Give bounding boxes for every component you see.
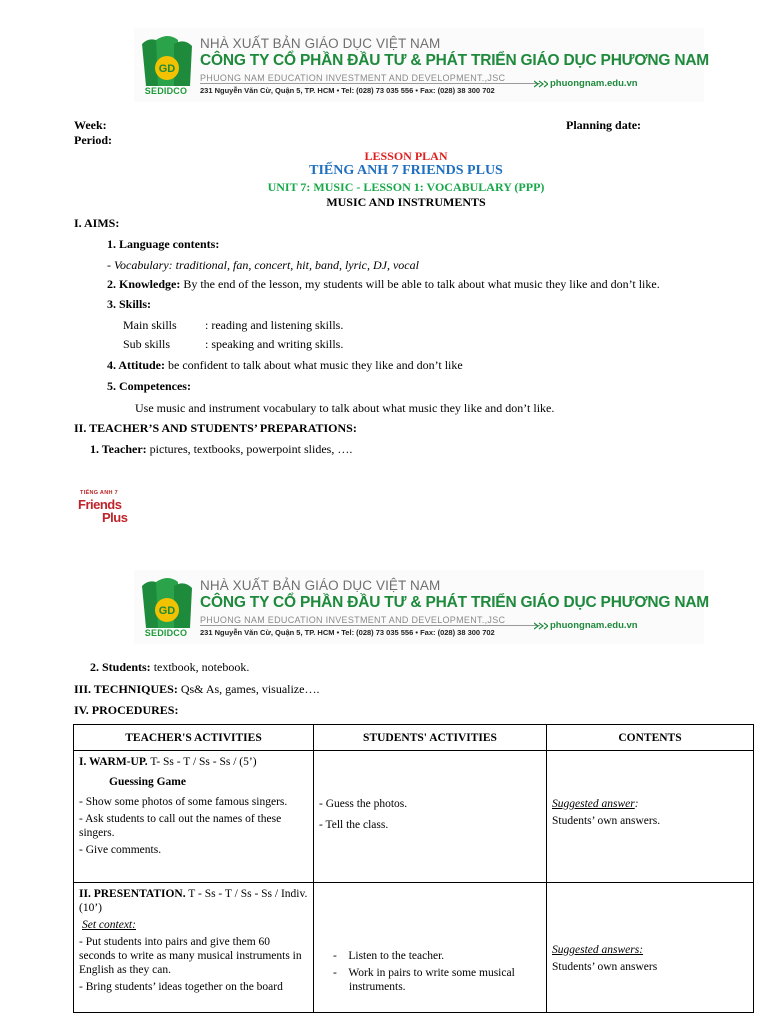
techniques-line [74,682,319,697]
warmup-mode: T- Ss - T / Ss - Ss / (5’) [147,756,257,768]
techniques-label: III. TECHNIQUES: [74,682,178,696]
topic-title: MUSIC AND INSTRUMENTS [326,195,486,209]
procedures-table [73,724,754,1013]
column-header-teacher: TEACHER'S ACTIVITIES [74,725,314,751]
table-header-row [74,725,754,751]
presentation-teacher-cell [74,883,314,1013]
chevrons-icon [534,80,548,88]
language-contents-label: 1. Language contents: [107,237,220,251]
warmup-teacher-cell [74,751,314,883]
warmup-student-item: - Guess the photos. [319,798,408,810]
company-name: CÔNG TY CỔ PHẦN ĐẦU TƯ & PHÁT TRIỂN GIÁO DỤC PHƯƠNG NAM [200,594,710,611]
presentation-contents-cell [547,883,754,1013]
presentation-stage [79,887,308,915]
column-header-contents: CONTENTS [547,725,754,751]
knowledge-label: 2. Knowledge: [107,277,181,291]
chevrons-icon [534,622,548,630]
warmup-contents-text: Students’ own answers. [552,815,661,827]
sub-skills-label: Sub skills [123,337,171,351]
brand-name: SEDIDCO [144,86,188,96]
letterhead-page-2 [134,570,710,644]
presentation-teacher-item: - Bring students’ ideas together on the board [79,981,283,993]
company-website: phuongnam.edu.vn [550,620,638,631]
presentation-student-text: Work in pairs to write some musical instruments. [348,967,515,993]
techniques-text: Qs& As, games, visualize…. [177,682,320,696]
procedures-heading: IV. PROCEDURES: [74,703,179,717]
vocabulary-line: - Vocabulary: traditional, fan, concert, hit, band, lyric, DJ, vocal [107,258,419,272]
attitude-label: 4. Attitude: [107,358,165,372]
warmup-teacher-item: - Show some photos of some famous singers. [79,796,288,808]
company-website: phuongnam.edu.vn [550,78,638,89]
planning-date-label: Planning date: [566,118,642,132]
students-label: 2. Students: [90,660,151,674]
preparations-heading: II. TEACHER’S AND STUDENTS’ PREPARATIONS: [74,421,357,435]
friends-plus-logo [78,490,138,530]
warmup-teacher-item: - Ask students to call out the names of these singers. [79,813,282,839]
warmup-contents-cell [547,751,754,883]
letterhead-divider [200,83,540,84]
warmup-teacher-item: - Give comments. [79,844,162,856]
company-address: 231 Nguyễn Văn Cừ, Quận 5, TP. HCM • Tel: (028) 73 035 556 • Fax: (028) 38 300 702 [200,86,495,95]
presentation-suggested-label: Suggested answers: [552,944,644,956]
presentation-contents-text: Students’ own answers [552,961,658,973]
attitude-line [107,358,463,373]
period-label: Period: [74,133,112,147]
warmup-label: I. WARM-UP. [79,756,148,768]
presentation-mode: T - Ss - T / Ss - Ss / Indiv. (10’) [79,888,308,914]
logo-mark: GD [158,63,176,75]
warmup-student-item: - Tell the class. [319,819,389,831]
competences-label: 5. Competences: [107,379,191,393]
sub-skills-value: : speaking and writing skills. [205,337,344,351]
warmup-game: Guessing Game [109,776,186,788]
presentation-teacher-item: - Put students into pairs and give them 60 seconds to write as many musical instruments in English as they can. [79,936,302,976]
warmup-students-cell [314,751,547,883]
warmup-stage [79,755,308,769]
attitude-text: be confident to talk about what music they like and don’t like [165,358,463,372]
teacher-label: 1. Teacher: [90,442,147,456]
brand-name: SEDIDCO [144,628,188,638]
letterhead [134,28,710,102]
teacher-text: pictures, textbooks, powerpoint slides, …. [146,442,353,456]
presentation-student-item: - Work in pairs to write some musical instruments. [333,967,515,993]
letterhead-divider [200,625,540,626]
logo-mark: GD [158,605,176,617]
publisher-name: NHÀ XUẤT BẢN GIÁO DỤC VIỆT NAM [200,36,441,51]
warmup-suggested-answer [552,797,748,811]
main-skills-label: Main skills [123,318,177,332]
fp-logo-plus: Plus [102,510,128,525]
fp-logo-friends: Friends [78,497,122,512]
competences-text: Use music and instrument vocabulary to talk about what music they like and don’t like. [135,401,555,415]
knowledge-line [107,277,660,292]
publisher-name: NHÀ XUẤT BẢN GIÁO DỤC VIỆT NAM [200,578,441,593]
knowledge-text: By the end of the lesson, my students will be able to talk about what music they like and don’t like. [180,277,660,291]
presentation-student-item: - Listen to the teacher. [333,950,445,962]
students-preparation-line [90,660,249,675]
fp-logo-small: TIẾNG ANH 7 [80,490,118,496]
skills-label: 3. Skills: [107,297,152,311]
aims-heading: I. AIMS: [74,216,120,230]
warmup-suggested-colon: : [634,798,639,810]
warmup-suggested-label: Suggested answer [552,798,635,810]
unit-title: UNIT 7: MUSIC - LESSON 1: VOCABULARY (PPP) [267,180,545,194]
set-context-label: Set context: [82,919,136,931]
lesson-plan-title: LESSON PLAN [364,149,448,163]
presentation-students-cell [314,883,547,1013]
presentation-label: II. PRESENTATION. [79,888,186,900]
company-english-name: PHUONG NAM EDUCATION INVESTMENT AND DEVELOPMENT.,JSC [200,73,506,83]
company-english-name: PHUONG NAM EDUCATION INVESTMENT AND DEVELOPMENT.,JSC [200,615,506,625]
book-title: TIẾNG ANH 7 FRIENDS PLUS [309,163,503,178]
column-header-students: STUDENTS' ACTIVITIES [314,725,547,751]
teacher-preparation-line [90,442,352,457]
presentation-student-text: Listen to the teacher. [348,950,445,962]
main-skills-value: : reading and listening skills. [205,318,344,332]
company-address: 231 Nguyễn Văn Cừ, Quận 5, TP. HCM • Tel: (028) 73 035 556 • Fax: (028) 38 300 702 [200,628,495,637]
students-text: textbook, notebook. [150,660,250,674]
table-row-presentation [74,883,754,1013]
company-name: CÔNG TY CỔ PHẦN ĐẦU TƯ & PHÁT TRIỂN GIÁO DỤC PHƯƠNG NAM [200,52,710,69]
table-row-warmup [74,751,754,883]
week-label: Week: [74,118,107,132]
